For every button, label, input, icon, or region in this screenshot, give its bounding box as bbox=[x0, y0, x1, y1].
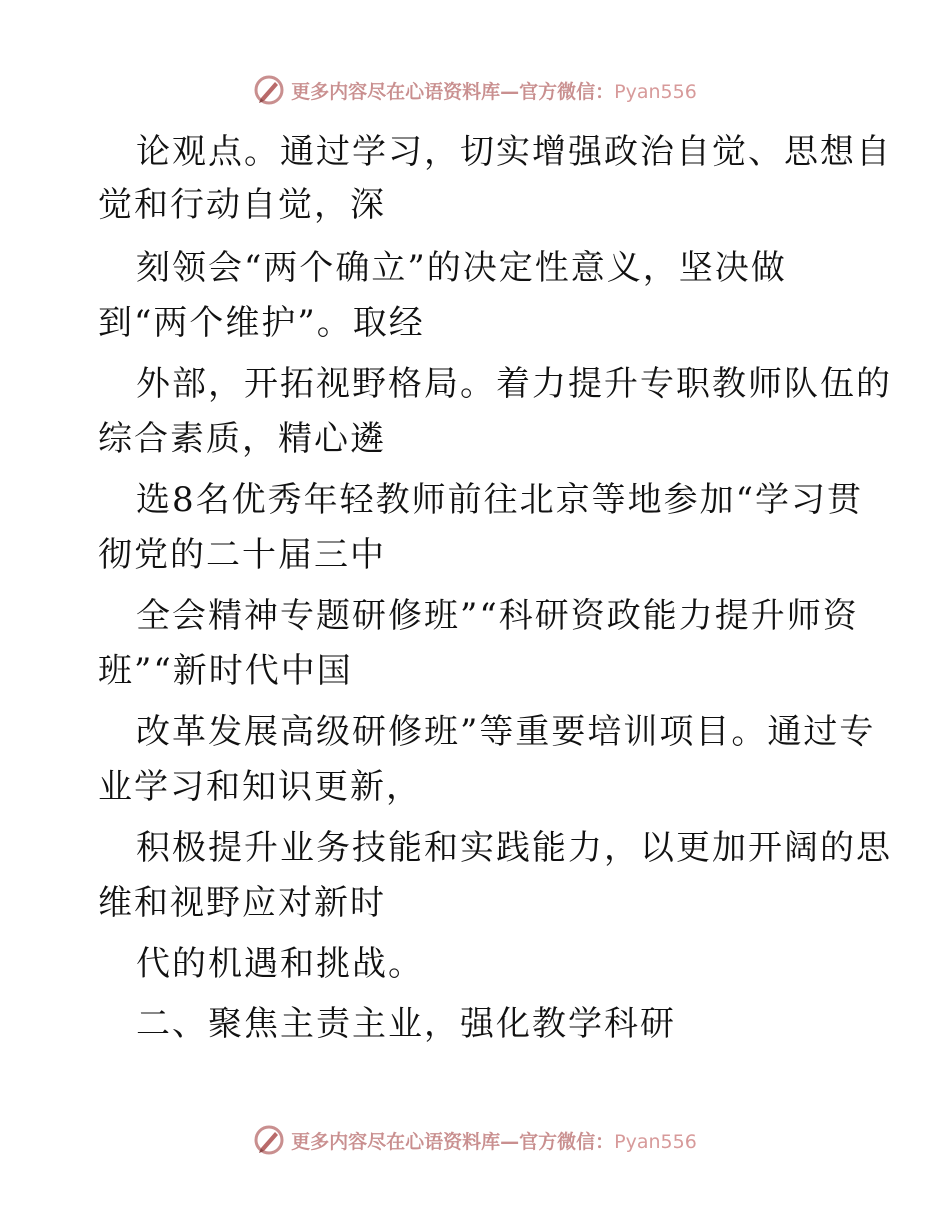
watermark-text: 更多内容尽在心语资料库—官方微信：Pyan556 bbox=[291, 1130, 697, 1153]
paragraph-line: 积极提升业务技能和实践能力，以更加开阔的思 bbox=[136, 828, 892, 868]
paragraph-line: 外部，开拓视野格局。着力提升专职教师队伍的 bbox=[136, 364, 892, 404]
header-watermark bbox=[0, 70, 950, 110]
section-heading: 二、聚焦主责主业，强化教学科研 bbox=[136, 1004, 676, 1044]
paragraph-line: 改革发展高级研修班”等重要培训项目。通过专 bbox=[136, 712, 876, 752]
paragraph-line: 彻党的二十届三中 bbox=[98, 535, 386, 575]
paragraph-line: 论观点。通过学习，切实增强政治自觉、思想自 bbox=[136, 132, 892, 172]
footer-watermark bbox=[0, 1120, 950, 1160]
paragraph-line: 全会精神专题研修班”“科研资政能力提升师资 bbox=[136, 596, 859, 636]
paragraph-line: 班”“新时代中国 bbox=[98, 651, 353, 691]
paragraph-line: 刻领会“两个确立”的决定性意义，坚决做 bbox=[136, 248, 787, 288]
paragraph-line: 综合素质，精心遴 bbox=[98, 419, 386, 459]
pen-logo-icon bbox=[253, 74, 285, 106]
pen-logo-icon bbox=[253, 1124, 285, 1156]
paragraph-line: 觉和行动自觉，深 bbox=[98, 185, 386, 225]
paragraph-line: 代的机遇和挑战。 bbox=[136, 944, 424, 984]
paragraph-line: 选8名优秀年轻教师前往北京等地参加“学习贯 bbox=[136, 480, 864, 520]
paragraph-line: 到“两个维护”。取经 bbox=[98, 303, 425, 343]
watermark-text: 更多内容尽在心语资料库—官方微信：Pyan556 bbox=[291, 80, 697, 103]
paragraph-line: 维和视野应对新时 bbox=[98, 883, 386, 923]
paragraph-line: 业学习和知识更新， bbox=[98, 767, 422, 807]
